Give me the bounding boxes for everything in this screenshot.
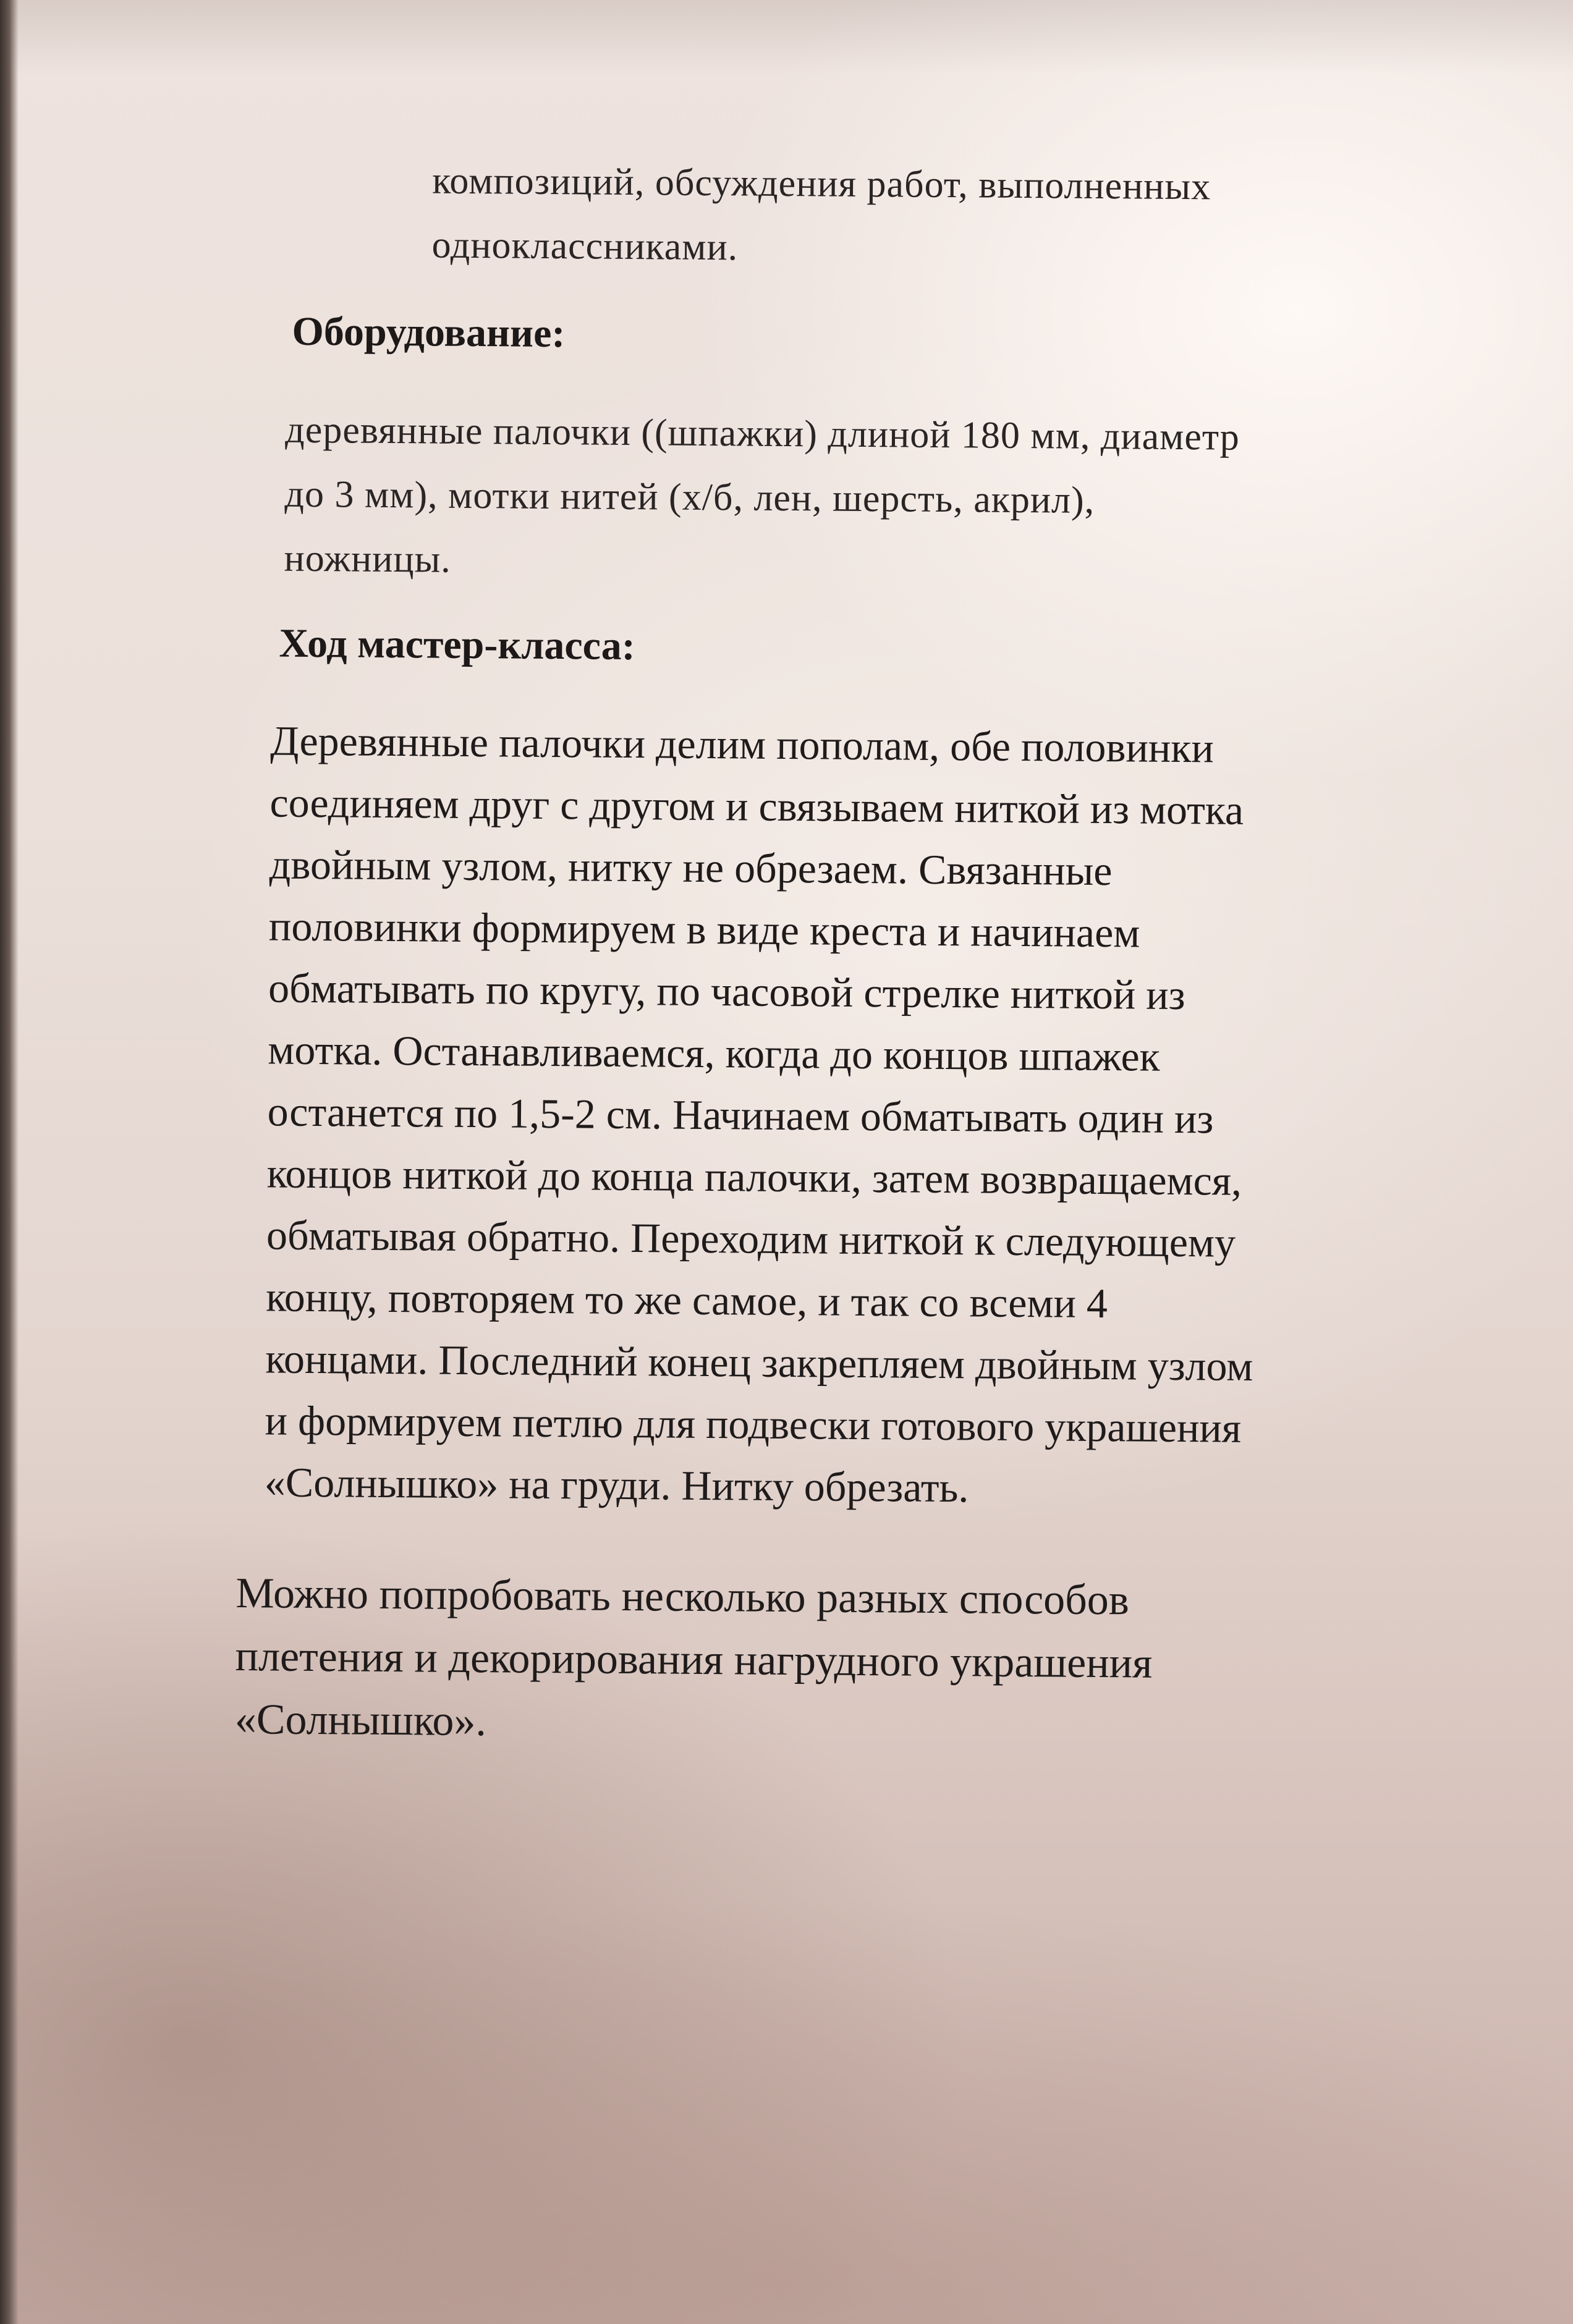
intro-line: одноклассниками. [431,224,739,269]
closing-paragraph [234,1562,1410,1760]
process-line: и формируем петлю для подвески готового украшения [265,1397,1242,1451]
equipment-heading: Оборудование: [292,308,566,357]
equipment-paragraph [284,398,1459,600]
process-line: концов ниткой до конца палочки, затем возвращаемся, [266,1149,1242,1204]
process-line: половинки формируем в виде креста и начинаем [268,902,1140,957]
equipment-line: ножницы. [284,537,452,581]
equipment-line: до 3 мм), мотки нитей (х/б, лен, шерсть, акрил), [284,473,1095,522]
intro-tail-paragraph [431,148,1422,285]
closing-line: плетения и декорирования нагрудного украшения [235,1633,1153,1688]
process-line: обматывать по кругу, по часовой стрелке ниткой из [268,964,1185,1019]
process-line: мотка. Останавливаемся, когда до концов шпажек [268,1026,1161,1080]
process-line: Деревянные палочки делим пополам, обе половинки [270,717,1215,772]
closing-line: «Солнышко». [234,1696,487,1746]
intro-line: композиций, обсуждения работ, выполненных [432,159,1211,208]
process-paragraph [265,709,1433,1522]
process-heading: Ход мастер-класса: [279,620,636,669]
process-line: обматывая обратно. Переходим ниткой к следующему [266,1211,1236,1266]
process-line: «Солнышко» на груди. Нитку обрезать. [264,1458,969,1511]
process-line: концу, повторяем то же самое, и так со всеми 4 [265,1273,1108,1327]
closing-line: Можно попробовать несколько разных способов [235,1570,1130,1625]
process-line: соединяем друг с другом и связываем ниткой из мотка [269,779,1244,834]
process-line: концами. Последний конец закрепляем двойным узлом [265,1335,1253,1390]
process-line: останется по 1,5-2 см. Начинаем обматывать один из [267,1088,1214,1143]
equipment-line: деревянные палочки ((шпажки) длиной 180 мм, диаметр [285,408,1240,458]
process-line: двойным узлом, нитку не обрезаем. Связанные [269,840,1113,895]
